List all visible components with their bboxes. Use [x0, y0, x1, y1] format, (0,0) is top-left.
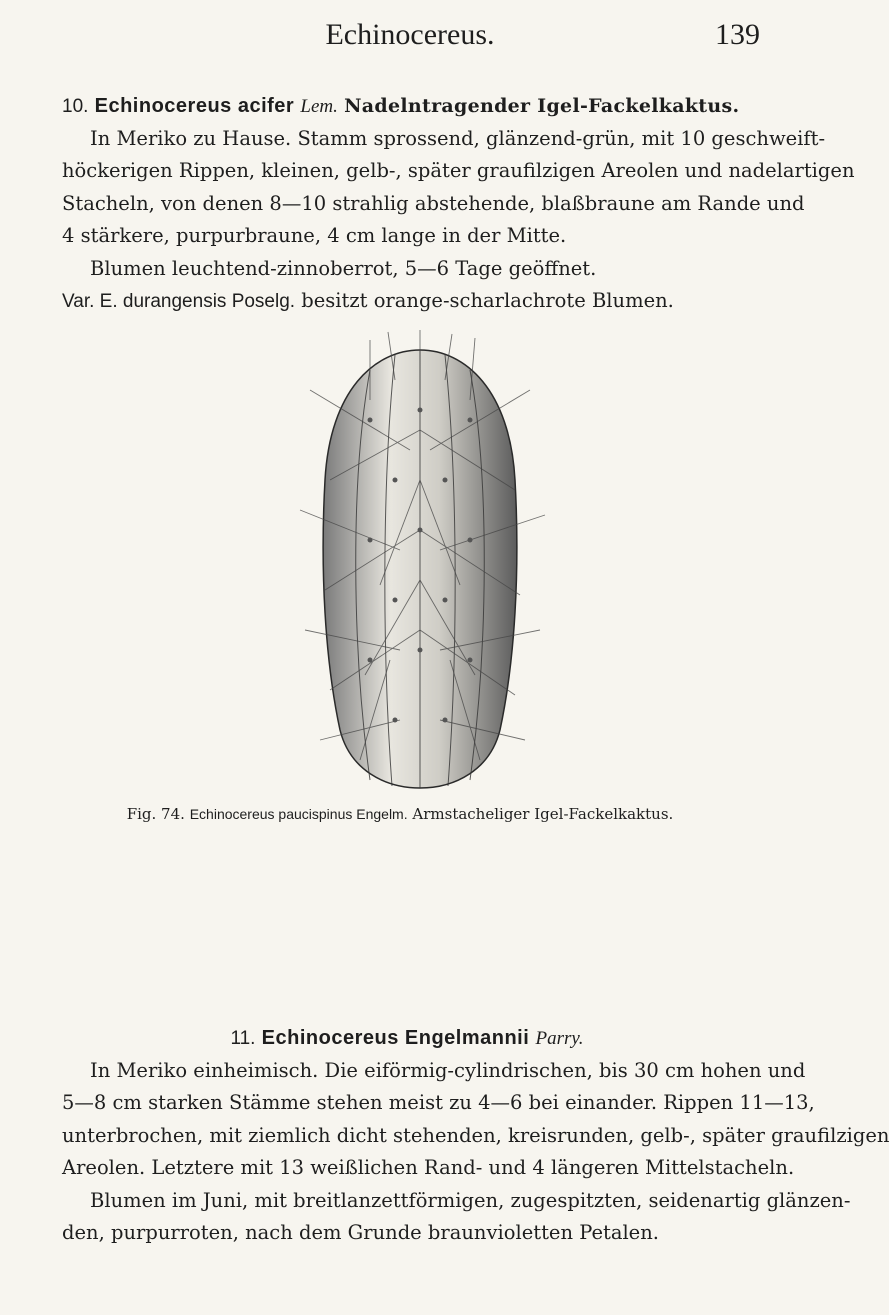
page-number: 139: [715, 18, 760, 51]
variety-label: Var. E. durangensis Poselg.: [62, 291, 296, 312]
text-line: Blumen leuchtend-zinnoberrot, 5—6 Tage geöffnet.: [90, 256, 597, 280]
text-line: den, purpurroten, nach dem Grunde braunvioletten Petalen.: [62, 1221, 659, 1244]
text-line: In Meriko zu Hause. Stamm sprossend, glänzend-grün, mit 10 geschweift-: [90, 126, 826, 150]
text-line: Areolen. Letztere mit 13 weißlichen Rand- und 4 längeren Mittelstacheln.: [62, 1156, 795, 1179]
text-line: Stacheln, von denen 8—10 strahlig abstehende, blaßbraune am Rande und: [62, 191, 805, 215]
variety-text: besitzt orange-scharlachrote Blumen.: [301, 289, 674, 312]
species-name: Echinocereus Engelmannii: [261, 1027, 530, 1049]
running-head: [60, 18, 760, 58]
species-entry-11: [62, 1022, 889, 1250]
cactus-illustration: [270, 330, 570, 790]
text-line: unterbrochen, mit ziemlich dicht stehenden, kreisrunden, gelb-, später graufilzigen: [62, 1123, 889, 1147]
text-line: 5—8 cm starken Stämme stehen meist zu 4—6 bei einander. Rippen 11—13,: [62, 1091, 815, 1114]
text-line: höckerigen Rippen, kleinen, gelb-, später graufilzigen Areolen und nadelartigen: [62, 159, 855, 182]
text-line: 4 stärkere, purpurbraune, 4 cm lange in der Mitte.: [62, 224, 567, 247]
species-name: Echinocereus acifer: [94, 95, 295, 117]
figure-latin-name: Echinocereus paucispinus Engelm.: [189, 806, 408, 822]
entry-number: 10.: [62, 96, 89, 117]
cactus-drawing: [270, 330, 570, 790]
figure-caption: [0, 805, 800, 823]
entry-heading: [62, 90, 752, 123]
species-entry-10: [62, 90, 855, 318]
text-line: Blumen im Juni, mit breitlanzettförmigen, zugespitzten, seidenartig glänzen-: [90, 1188, 851, 1212]
variety-line: [62, 285, 752, 318]
entry-number: 11.: [230, 1028, 256, 1049]
running-title: Echinocereus.: [325, 18, 495, 51]
entry-heading: [62, 1022, 752, 1055]
author: Parry.: [535, 1028, 584, 1049]
common-name: Nadelntragender Igel-Fackelkaktus.: [344, 95, 740, 117]
author: Lem.: [300, 96, 338, 117]
text-line: In Meriko einheimisch. Die eiförmig-cylindrischen, bis 30 cm hohen und: [90, 1058, 806, 1082]
figure-label: Fig. 74.: [126, 805, 185, 823]
figure-german-name: Armstacheliger Igel-Fackelkaktus.: [412, 805, 674, 823]
